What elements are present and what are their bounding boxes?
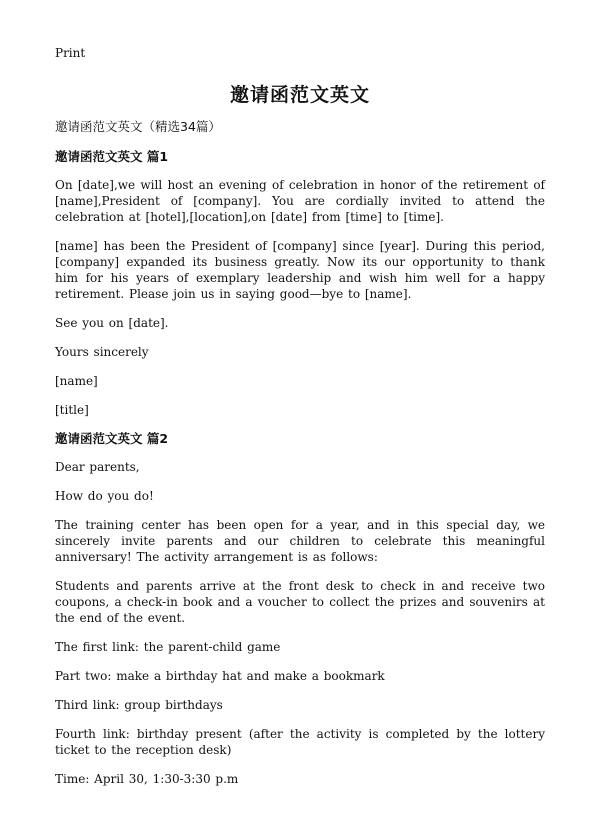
paragraph: Yours sincerely — [55, 345, 149, 359]
paragraph: On [date],we will host an evening of celebration in honor of the retirement of [name],President of [company]. You are cordially invited to attend the celebration at [hotel],[location],on [date] from [time] to [time]. — [55, 178, 545, 224]
paragraph: The first link: the parent-child game — [55, 640, 281, 654]
paragraph: Third link: group birthdays — [55, 698, 223, 712]
paragraph: [name] — [55, 374, 98, 388]
section-1 — [55, 149, 545, 418]
document-body — [55, 119, 545, 800]
section-2 — [55, 431, 545, 787]
paragraph: How do you do! — [55, 489, 154, 503]
paragraph: Time: April 30, 1:30-3:30 p.m — [55, 772, 239, 786]
paragraph: Dear parents, — [55, 460, 140, 474]
paragraph: [title] — [55, 403, 89, 417]
paragraph: Fourth link: birthday present (after the activity is completed by the lottery ticket to the reception desk) — [55, 727, 545, 757]
paragraph: [name] has been the President of [company] since [year]. During this period,[company] expanded its business greatly. Now its our opportunity to thank him for his years of exemplary leadership and wish him well for a happy retirement. Please join us in saying good—bye to [name]. — [55, 239, 545, 301]
paragraph: The training center has been open for a year, and in this special day, we sincerely invite parents and our children to celebrate this meaningful anniversary! The activity arrangement is as follows: — [55, 518, 545, 564]
paragraph: See you on [date]. — [55, 316, 169, 330]
section-heading: 邀请函范文英文 篇1 — [55, 149, 169, 164]
page-title: 邀请函范文英文 — [229, 84, 370, 106]
section-heading: 邀请函范文英文 篇2 — [55, 431, 169, 446]
print-link[interactable]: Print — [55, 46, 86, 60]
paragraph: Part two: make a birthday hat and make a bookmark — [55, 669, 385, 683]
paragraph: Students and parents arrive at the front desk to check in and receive two coupons, a check-in book and a voucher to collect the prizes and souvenirs at the end of the event. — [55, 579, 545, 625]
document-subtitle: 邀请函范文英文（精选34篇） — [55, 119, 221, 134]
